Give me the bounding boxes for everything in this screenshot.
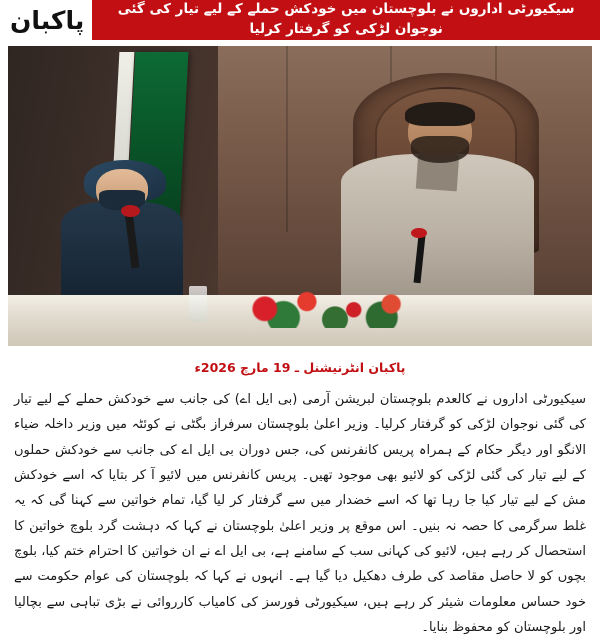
article-body bbox=[14, 387, 586, 640]
speaker-beard bbox=[411, 136, 469, 163]
headline-banner bbox=[92, 0, 600, 40]
microphone-head-left bbox=[121, 205, 140, 217]
flower-arrangement bbox=[218, 280, 452, 328]
water-bottle bbox=[189, 286, 207, 322]
page-header bbox=[0, 0, 600, 40]
panel-divider bbox=[286, 46, 288, 232]
byline: پاکبان انٹرنیشنل ـ 19 مارچ 2026ء bbox=[194, 360, 406, 375]
photo-background bbox=[8, 46, 592, 346]
headline-text: سیکیورٹی اداروں نے بلوچستان میں خودکش حملے کے لیے تیار کی گئی نوجوان لڑکی کو گرفتار کرلیا bbox=[117, 1, 575, 37]
article-paragraph: سیکیورٹی اداروں نے کالعدم بلوچستان لبریشن آرمی (بی ایل اے) کی جانب سے خودکش حملے کے لیے تیار کی گئی نوجوان لڑکی کو گرفتار کرلیا۔ وزیر اعلیٰ بلوچستان سرفراز بگٹی نے کوئٹہ میں وزیر داخلہ ضیاء الانگو اور دیگر حکام کے ہمراہ پریس کانفرنس کی، جس دوران بی ایل اے کی جانب سے خودکش حملوں کے لیے تیار کی گئی لڑکی کو لائیو بھی موجود تھیں۔ پریس کانفرنس میں لائیو آ کر بتایا کہ اسے خودکش مش کے لیے تیار کیا جا رہا تھا کہ اسے خضدار میں سے گرفتار کر لیا گیا، تمام خواتین سے کہنا گی کہ یہ غلط سرگرمی کا حصہ نہ بنیں۔ اس موقع پر وزیر اعلیٰ بلوچستان نے کہا کہ دہشت گرد بلوچ خواتین کا استحصال کر رہے ہیں، لائیو کی کہانی سب کے سامنے ہے، بی ایل اے نے ان خواتین کا احترام ختم کیا، بلوچ بچوں کو لا حاصل مقاصد کی طرف دھکیل دیا گیا ہے۔ انہوں نے کہا کہ بلوچستان کی عوام حکومت سے خود حساس معلومات شیئر کر رہے ہیں، سیکیورٹی فورسز کی کامیاب کارروائی نے بڑی تباہی سے بچالیا اور بلوچستان کو محفوظ بنایا۔ bbox=[14, 392, 586, 636]
site-logo[interactable] bbox=[0, 0, 92, 40]
article-photo bbox=[8, 46, 592, 346]
speaker-hair bbox=[405, 102, 475, 126]
brand-name: پاکبان bbox=[10, 5, 85, 35]
